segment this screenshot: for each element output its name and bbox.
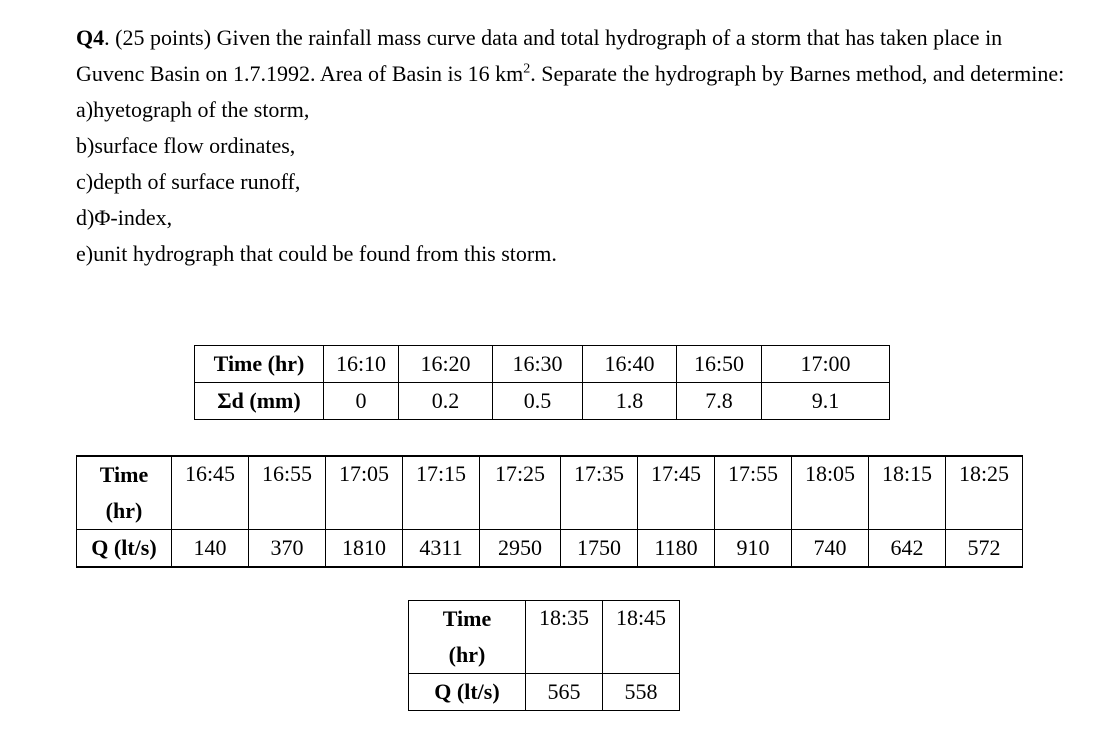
table-cell: 1.8 [583, 383, 677, 420]
table-cell: 18:15 [869, 456, 946, 530]
table-cell: 17:45 [638, 456, 715, 530]
table-row [195, 383, 890, 420]
table-cell: 16:20 [399, 346, 493, 383]
question-item-c: c)depth of surface runoff, [76, 169, 301, 194]
table-cell: 16:40 [583, 346, 677, 383]
table-cell: 910 [715, 530, 792, 568]
table-cell: 18:45 [603, 601, 680, 674]
table-cell: 1180 [638, 530, 715, 568]
question-item-a: a)hyetograph of the storm, [76, 97, 310, 122]
table-row [409, 601, 680, 638]
table-cell: 17:55 [715, 456, 792, 530]
row-header: Time (hr) [195, 346, 324, 383]
table-cell: 4311 [403, 530, 480, 568]
question-intro-part2: . Separate the hydrograph by Barnes method, and determine: [530, 61, 1065, 86]
question-intro-part1: . (25 points) Given the rainfall mass curve data and total hydrograph of a storm that has taken place in Guvenc Basin on 1.7.1992. Area of Basin is 16 km [76, 25, 1003, 86]
table-cell: 7.8 [677, 383, 762, 420]
table-cell: 16:30 [493, 346, 583, 383]
table-cell: 16:50 [677, 346, 762, 383]
row-header: Σd (mm) [195, 383, 324, 420]
table-cell: 16:45 [172, 456, 249, 530]
hydrograph-table-1 [76, 455, 1023, 568]
table-cell: 18:25 [946, 456, 1023, 530]
table-cell: 16:55 [249, 456, 326, 530]
question-item-b: b)surface flow ordinates, [76, 133, 296, 158]
question-item-d: d)Φ-index, [76, 205, 173, 230]
rainfall-mass-curve-table [194, 345, 890, 420]
table-cell: 1750 [561, 530, 638, 568]
table-row [409, 674, 680, 711]
table-cell: 0.5 [493, 383, 583, 420]
question-intro [76, 20, 1076, 92]
table-cell: 740 [792, 530, 869, 568]
table-cell: 17:35 [561, 456, 638, 530]
table-cell: 1810 [326, 530, 403, 568]
row-header: (hr) [409, 637, 526, 674]
table-cell: 17:05 [326, 456, 403, 530]
table-cell: 2950 [480, 530, 561, 568]
question-item-e: e)unit hydrograph that could be found from this storm. [76, 241, 557, 266]
table-cell: 140 [172, 530, 249, 568]
row-header: Time [409, 601, 526, 638]
table-cell: 17:00 [762, 346, 890, 383]
table-cell: 370 [249, 530, 326, 568]
table-cell: 17:15 [403, 456, 480, 530]
table-row [77, 530, 1023, 568]
row-header: Time [77, 456, 172, 493]
row-header: Q (lt/s) [77, 530, 172, 568]
table-cell: 558 [603, 674, 680, 711]
row-header: Q (lt/s) [409, 674, 526, 711]
hydrograph-table-2 [408, 600, 680, 711]
table-cell: 572 [946, 530, 1023, 568]
table-cell: 18:35 [526, 601, 603, 674]
table-cell: 642 [869, 530, 946, 568]
table-cell: 9.1 [762, 383, 890, 420]
row-header: (hr) [77, 493, 172, 530]
question-text [76, 20, 1076, 272]
table-cell: 18:05 [792, 456, 869, 530]
table-cell: 565 [526, 674, 603, 711]
table-row [195, 346, 890, 383]
table-cell: 16:10 [324, 346, 399, 383]
table-cell: 0 [324, 383, 399, 420]
table-cell: 0.2 [399, 383, 493, 420]
km-superscript: 2 [523, 61, 531, 77]
question-number: Q4 [76, 25, 105, 50]
table-row [77, 456, 1023, 493]
table-cell: 17:25 [480, 456, 561, 530]
